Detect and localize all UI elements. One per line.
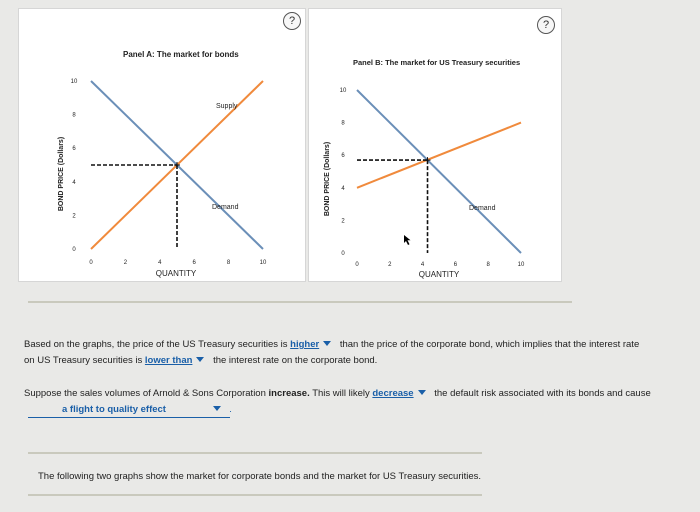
dropdown-price-comparison[interactable]: higher: [290, 339, 320, 350]
question-2: Suppose the sales volumes of Arnold & Sons Corporation increase. This will likely decrease the default risk associated with its bonds and cause: [24, 388, 651, 399]
dropdown-effect-underline: [28, 417, 230, 418]
panel-a-supply-label: Supply: [216, 103, 238, 110]
panel-b-xlabel: QUANTITY: [418, 270, 460, 279]
panel-b-ytick-label: 0: [341, 251, 345, 257]
help-icon-a[interactable]: ?: [283, 12, 301, 30]
panel-b-xtick-label: 8: [486, 262, 490, 268]
panel-b-xtick-label: 6: [453, 262, 458, 268]
panel-b: [308, 8, 562, 282]
chevron-down-icon[interactable]: [213, 406, 221, 411]
question-1: Based on the graphs, the price of the US Treasury securities is higher than the price of the corporate bond, which implies that the interest rate on US Treasury securities is lower than the interest rate on the corporate bond.: [24, 339, 640, 366]
panel-a-title: Panel A: The market for bonds: [123, 50, 239, 59]
panel-b-lines: [357, 90, 521, 253]
chevron-down-icon[interactable]: [418, 390, 426, 395]
panel-a-xtick-label: 2: [123, 260, 128, 266]
panel-a-ytick-label: 2: [72, 213, 76, 220]
panel-a-xlabel: QUANTITY: [155, 269, 197, 278]
dropdown-interest-rate-comparison[interactable]: lower than: [144, 355, 193, 366]
panel-b-xtick-label: 4: [420, 262, 425, 268]
panel-b-ytick-label: 6: [341, 153, 345, 160]
panel-b-demand-line: [357, 90, 521, 253]
panel-a-xtick-label: 4: [158, 260, 162, 266]
panel-b-xtick-label: 2: [388, 262, 392, 268]
panel-b-chart: [309, 9, 563, 283]
panel-a-ytick-label: 4: [72, 179, 76, 186]
question-2-line-2: a flight to quality effect .: [62, 404, 232, 415]
section-divider-top: [28, 301, 572, 303]
panel-a-ytick-label: 6: [72, 146, 76, 153]
panel-b-title: Panel B: The market for US Treasury securities: [353, 58, 521, 67]
chevron-down-icon[interactable]: [196, 357, 204, 362]
cursor-icon: [404, 235, 411, 245]
panel-b-ytick-label: 2: [341, 218, 345, 225]
panel-b-ytick-label: 4: [341, 185, 345, 192]
footer-instruction: The following two graphs show the market for corporate bonds and the market for US Treasury securities.: [38, 471, 482, 482]
panel-a-demand-label: Demand: [212, 204, 239, 211]
dropdown-default-risk[interactable]: decrease: [372, 388, 414, 399]
panel-b-ytick-label: 10: [339, 88, 347, 94]
panel-a-ytick-label: 8: [72, 112, 76, 119]
panel-a-xtick-label: 10: [259, 260, 267, 266]
chevron-down-icon[interactable]: [323, 341, 331, 346]
panel-b-xtick-label: 10: [517, 262, 525, 268]
panel-b-axes: [340, 88, 525, 268]
help-icon-b[interactable]: ?: [537, 16, 555, 34]
panel-a-ytick-label: 10: [70, 79, 78, 85]
panel-b-supply-line: [357, 123, 521, 188]
panel-a-xtick-label: 6: [192, 260, 196, 266]
panel-a-chart: [19, 9, 307, 283]
panel-a-ylabel: BOND PRICE (Dollars): [58, 136, 65, 212]
section-divider-bottom: [28, 494, 482, 496]
panel-a-xtick-label: 8: [226, 260, 231, 266]
panel-b-ylabel: BOND PRICE (Dollars): [324, 141, 331, 217]
section-divider-middle: [28, 452, 482, 454]
panel-a-xtick-label: 0: [89, 260, 93, 266]
panel-a-ytick-label: 0: [72, 247, 76, 253]
panel-b-xtick-label: 0: [355, 262, 359, 268]
panel-b-ytick-label: 8: [341, 120, 345, 127]
dropdown-effect[interactable]: a flight to quality effect: [62, 404, 166, 415]
panel-b-demand-label: Demand: [469, 205, 496, 212]
panel-a: [18, 8, 306, 282]
